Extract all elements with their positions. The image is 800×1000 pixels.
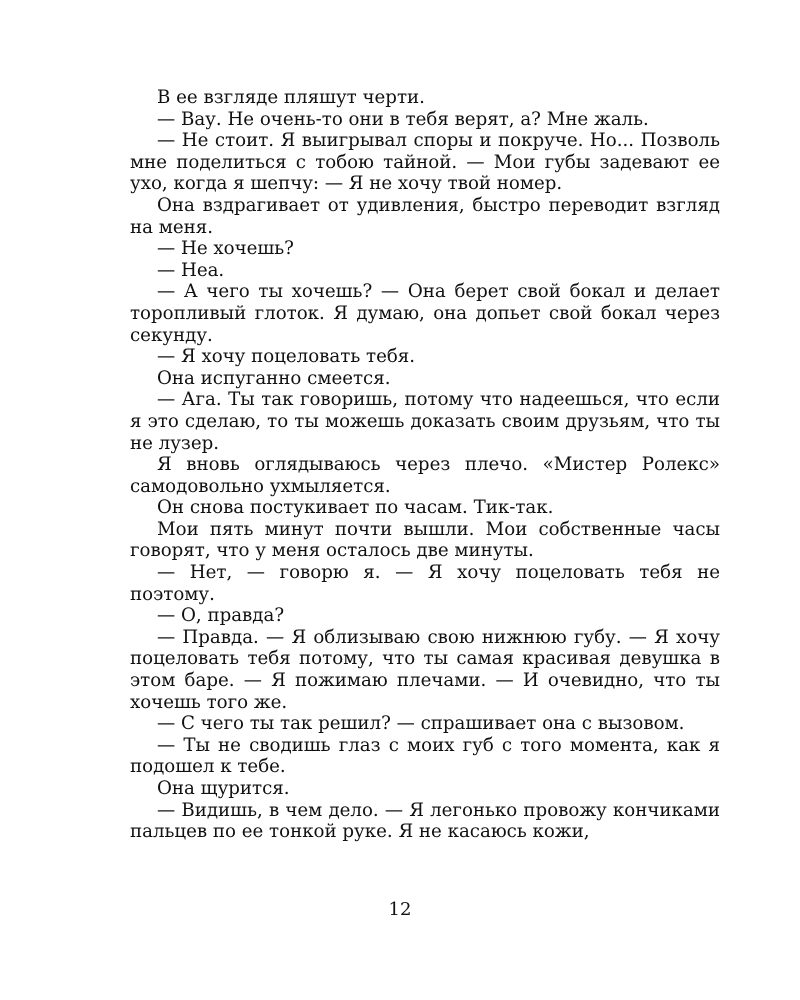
paragraph: Мои пять минут почти вышли. Мои собственные часы говорят, что у меня осталось две минуты.	[130, 518, 720, 562]
paragraph: — А чего ты хочешь? — Она берет свой бокал и делает торопливый глоток. Я думаю, она допьет свой бокал через секунду.	[130, 281, 720, 346]
paragraph: В ее взгляде пляшут черти.	[157, 87, 425, 108]
paragraph: — О, правда?	[157, 605, 285, 627]
paragraph: — Правда. — Я облизываю свою нижнюю губу. — Я хочу поцеловать тебя потому, что ты самая красивая девушка в этом баре. — Я пожимаю плечами. — И очевидно, что ты хочешь того же.	[130, 626, 720, 713]
paragraph: Она испуганно смеется.	[157, 367, 391, 389]
book-page-text	[130, 87, 720, 843]
paragraph: Она вздрагивает от удивления, быстро переводит взгляд на меня.	[130, 194, 720, 238]
paragraph: Она щурится.	[157, 778, 290, 799]
page-number: 12	[388, 899, 412, 920]
paragraph: — С чего ты так решил? — спрашивает она с вызовом.	[157, 713, 685, 735]
paragraph: — Ты не сводишь глаз с моих губ с того момента, как я подошел к тебе.	[130, 734, 720, 778]
paragraph: Он снова постукивает по часам. Тик-так.	[157, 497, 554, 519]
paragraph: — Неа.	[157, 259, 225, 281]
paragraph: — Не хочешь?	[157, 238, 294, 260]
paragraph: — Вау. Не очень-то они в тебя верят, а? Мне жаль.	[157, 108, 649, 130]
paragraph: — Нет, — говорю я. — Я хочу поцеловать тебя не поэтому.	[130, 562, 720, 605]
paragraph: — Видишь, в чем дело. — Я легонько провожу кончиками пальцев по ее тонкой руке. Я не касаюсь кожи,	[130, 799, 720, 843]
paragraph: — Я хочу поцеловать тебя.	[157, 346, 416, 368]
paragraph: — Не стоит. Я выигрывал споры и покруче. Но... Позволь мне поделиться с тобою тайной. — Мои губы задевают ее ухо, когда я шепчу: — Я не хочу твой номер.	[130, 130, 720, 195]
paragraph: — Ага. Ты так говоришь, потому что надеешься, что если я это сделаю, то ты можешь доказать своим друзьям, что ты не лузер.	[130, 389, 720, 454]
paragraph: Я вновь оглядываюсь через плечо. «Мистер Ролекс» самодовольно ухмыляется.	[130, 454, 720, 497]
